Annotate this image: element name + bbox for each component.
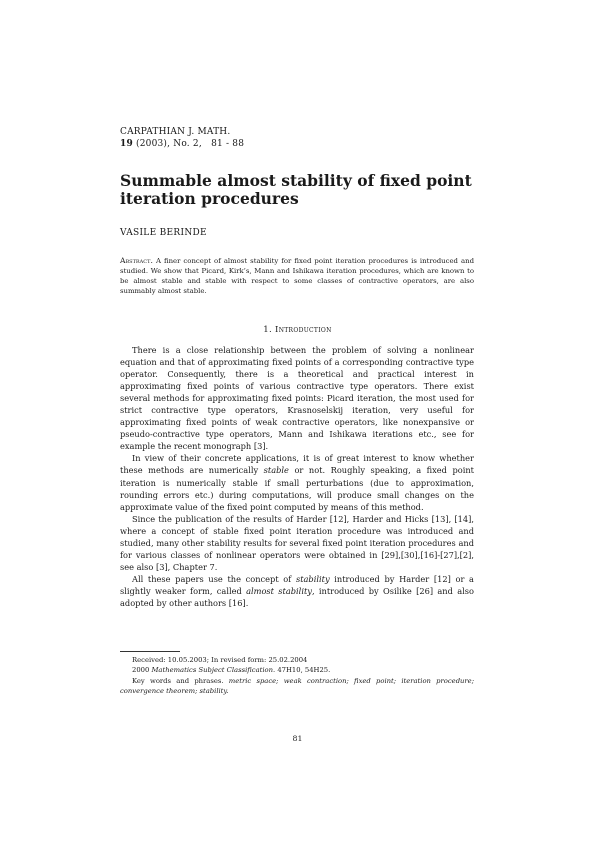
paragraph-4 — [120, 573, 474, 609]
paragraph-4-emphasis-1: stability — [295, 573, 330, 584]
footnote-msc — [120, 665, 474, 675]
paragraph-2-emphasis: stable — [263, 465, 289, 476]
footnote-msc-label: Mathematics Subject Classification. — [151, 666, 276, 675]
footnote-msc-year: 2000 — [132, 666, 152, 675]
footnote-keywords-label: Key words and phrases. — [132, 676, 224, 685]
abstract-label: Abstract. — [120, 256, 153, 265]
paragraph-3: Since the publication of the results of Harder [12], Harder and Hicks [13], [14], where a concept of stable fixed point iteration procedure was introduced and studied, many other stability results for several fixed point iteration procedures and for various classes of nonlinear operators were obtained in [29],[30],[16]-[27],[2], see also [3], Chapter 7. — [120, 513, 474, 572]
paragraph-4-emphasis-2: almost stability — [246, 585, 312, 596]
journal-pages: 81 - 88 — [211, 139, 245, 149]
paper-title — [120, 172, 480, 208]
body-text — [120, 344, 474, 609]
paragraph-4-text-b: introduced by Harder [12] or a slightly weaker form, called — [120, 573, 474, 596]
page-number: 81 — [292, 734, 303, 743]
journal-volume: 19 — [120, 139, 133, 149]
author-name: VASILE BERINDE — [120, 228, 207, 238]
section-number: 1. — [263, 325, 273, 335]
footnote-divider — [120, 651, 180, 652]
paragraph-2 — [120, 452, 474, 512]
journal-issue-line — [120, 139, 244, 150]
journal-name: CARPATHIAN J. MATH. — [120, 127, 231, 137]
footnote-keywords — [120, 676, 474, 697]
journal-issue: (2003), No. 2, — [136, 139, 202, 149]
section-heading — [0, 325, 595, 335]
abstract-text: A finer concept of almost stability for fixed point iteration procedures is introduced and studied. We show that Picard, Kirk’s, Mann and Ishikawa iteration procedures, which are known to be almost stable and stable with respect to some classes of contractive operators, are also summably almost stable. — [120, 257, 474, 295]
section-title: Introduction — [275, 325, 332, 335]
paragraph-4-text-c: , introduced by Osilike [26] and also adopted by other authors [16]. — [120, 585, 474, 608]
paragraph-2-text-a: In view of their concrete applications, it is of great interest to know whether these methods are numerically — [120, 453, 474, 476]
footnote-keywords-text: metric space; weak contraction; fixed point; iteration procedure; convergence theorem; stability. — [120, 676, 474, 696]
paper-title-line-2: iteration procedures — [120, 189, 299, 208]
paragraph-2-text-b: or not. Roughly speaking, a fixed point iteration is numerically stable if small perturbations (due to approximation, rounding errors etc.) during computations, will produce small changes on the approximate value of the fixed point computed by means of this method. — [120, 465, 474, 512]
footnote-received: Received: 10.05.2003; In revised form: 25.02.2004 — [132, 656, 308, 664]
footnotes — [120, 655, 474, 697]
paper-title-line-1: Summable almost stability of fixed point — [120, 171, 472, 190]
paragraph-4-text-a: All these papers use the concept of — [132, 573, 296, 584]
footnote-msc-codes: 47H10, 54H25. — [275, 666, 331, 675]
paragraph-1: There is a close relationship between the problem of solving a nonlinear equation and that of approximating fixed points of a corresponding contractive type operator. Consequently, there is a theoretical and practical interest in approximating fixed points of various contractive type operators. There exist several methods for approximating fixed points: Picard iteration, the most used for strict contractive type operators, Krasnoselskij iteration, very useful for approximating fixed points of weak contractive operators, like nonexpansive or pseudo-contractive type operators, Mann and Ishikawa iterations etc., see for example the recent monograph [3]. — [120, 345, 474, 452]
abstract — [120, 256, 474, 296]
